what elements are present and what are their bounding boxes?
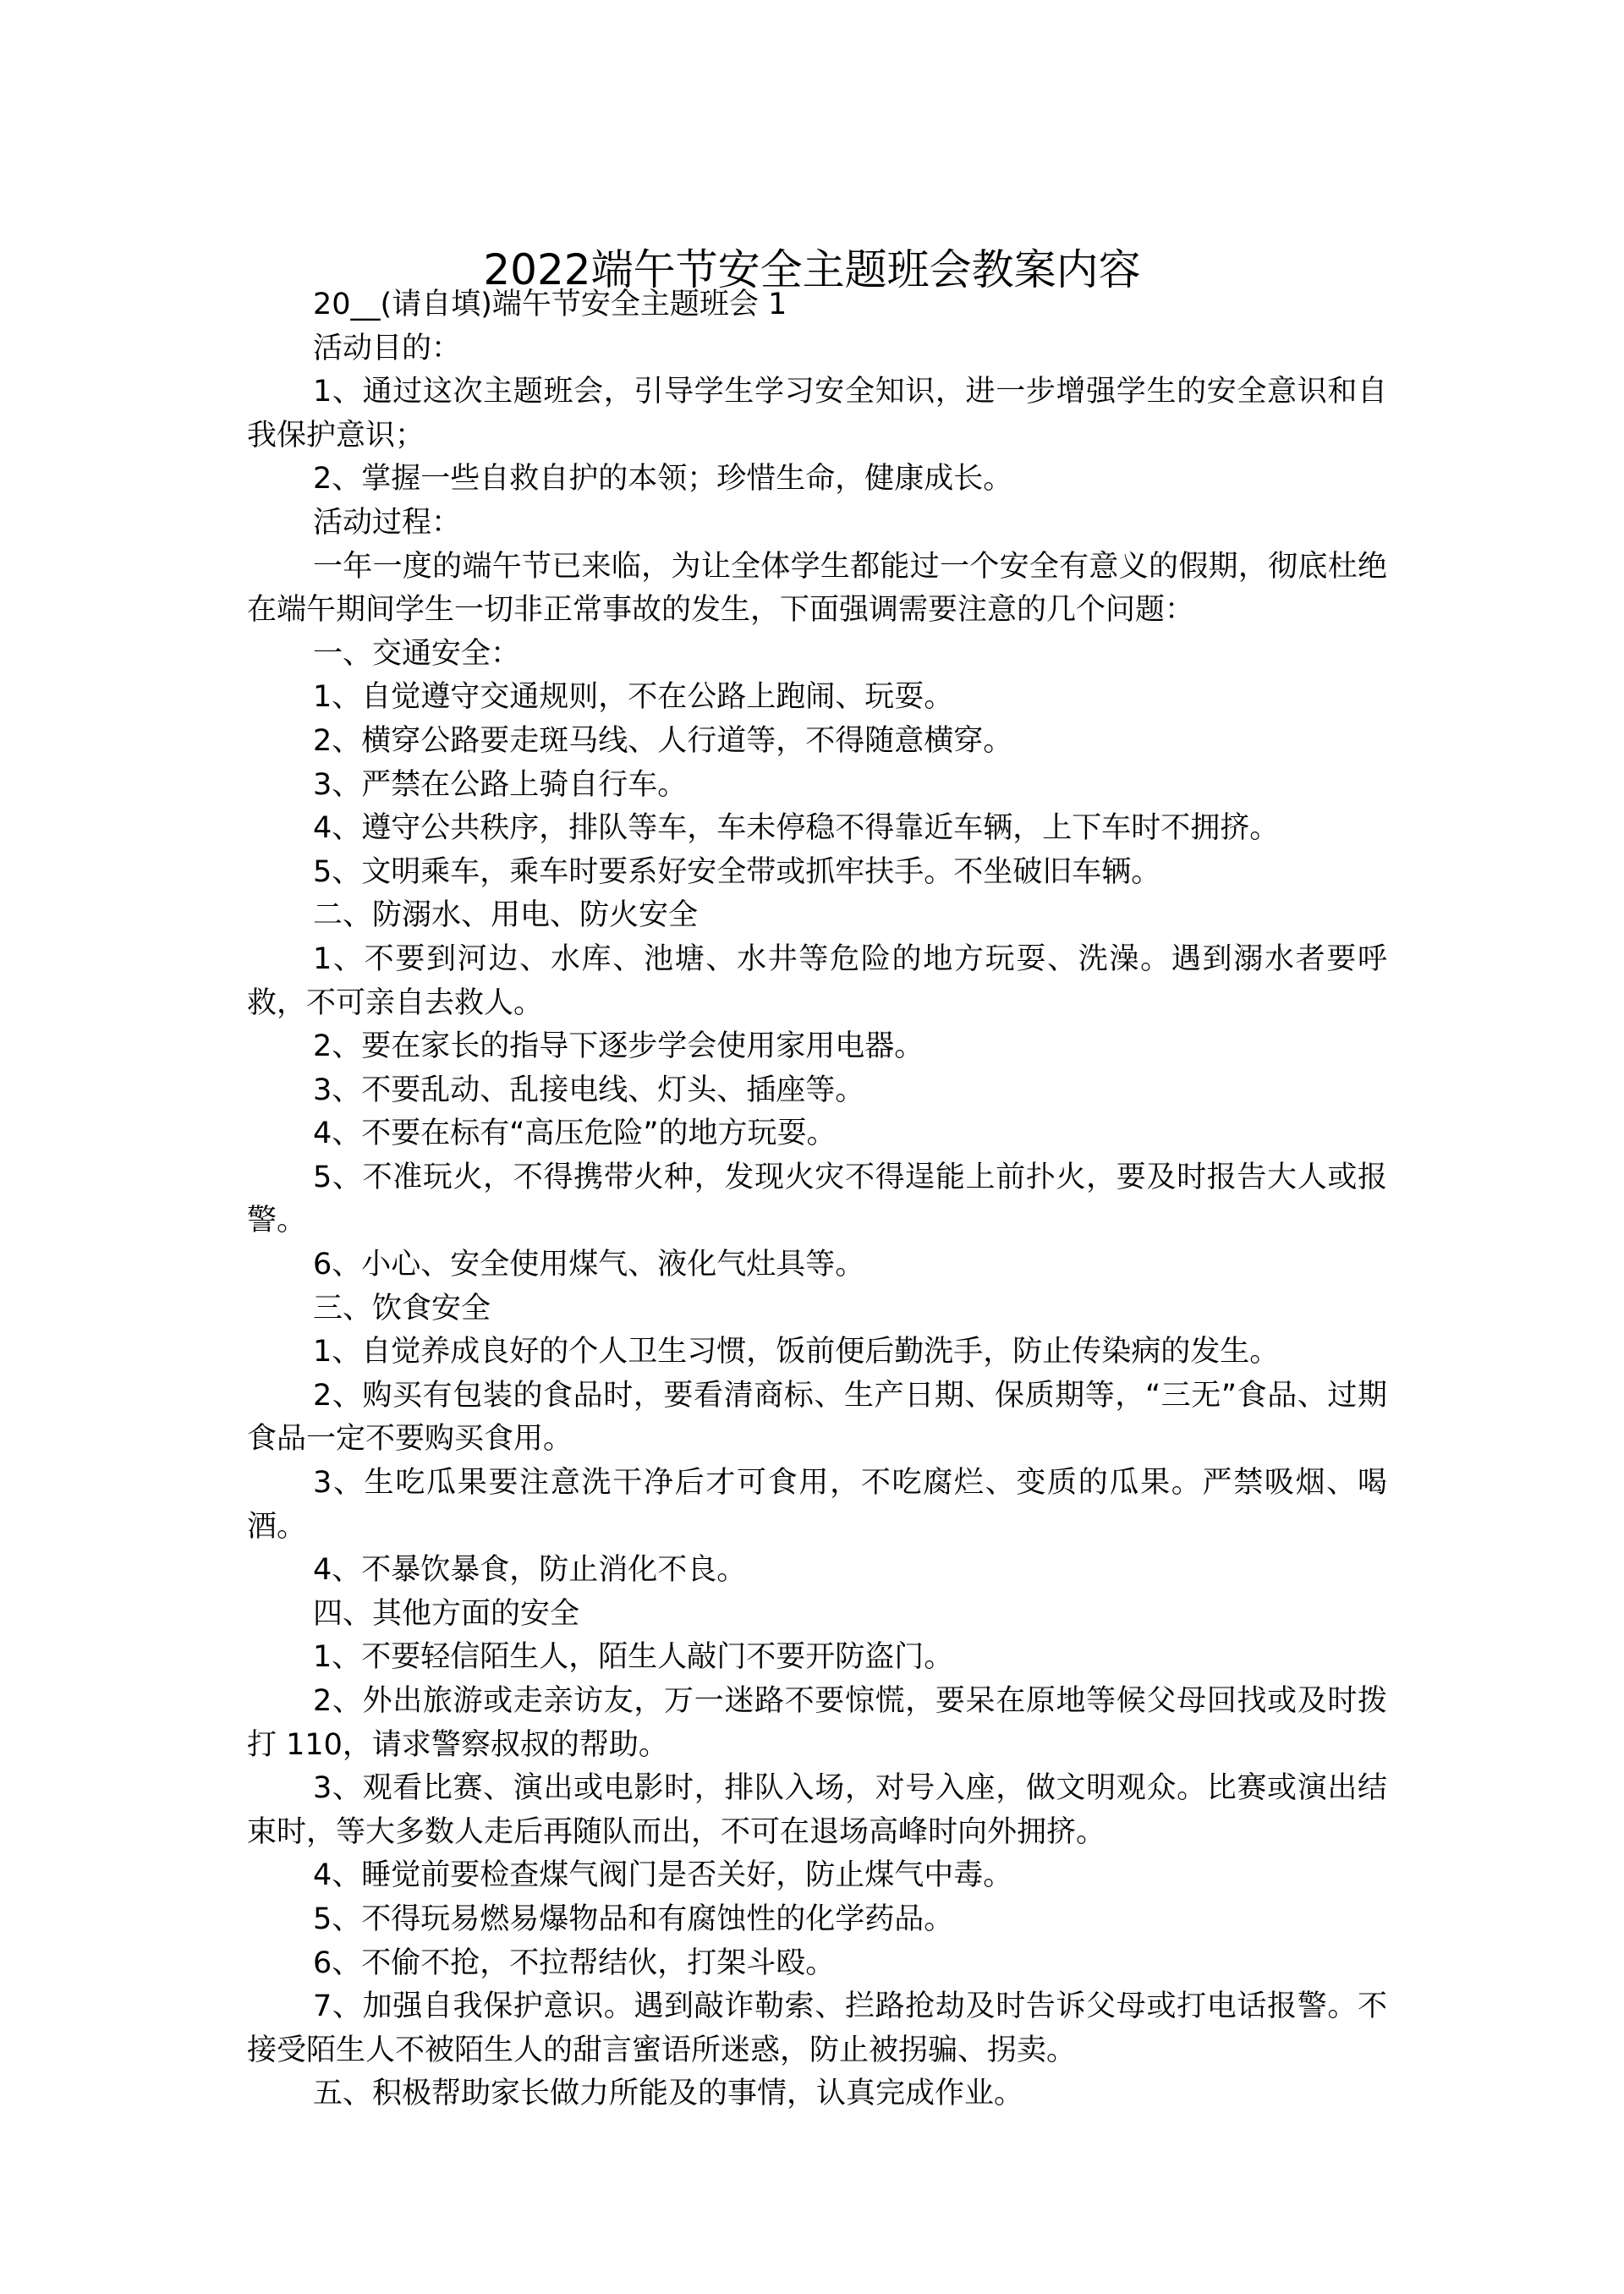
- paragraph: 5、不准玩火，不得携带火种，发现火灾不得逞能上前扑火，要及时报告大人或报警。: [247, 1160, 1387, 1238]
- paragraph: 7、加强自我保护意识。遇到敲诈勒索、拦路抢劫及时告诉父母或打电话报警。不接受陌生人不被陌生人的甜言蜜语所迷惑，防止被拐骗、拐卖。: [247, 1989, 1387, 2067]
- paragraph: 6、不偷不抢，不拉帮结伙，打架斗殴。: [313, 1946, 836, 1980]
- paragraph: 20__(请自填)端午节安全主题班会 1: [313, 288, 787, 321]
- paragraph: 2、掌握一些自救自护的本领；珍惜生命，健康成长。: [313, 462, 1013, 497]
- paragraph: 4、不要在标有“高压危险”的地方玩耍。: [313, 1117, 837, 1151]
- paragraph: 活动过程：: [313, 505, 462, 540]
- paragraph: 1、不要轻信陌生人，陌生人敲门不要开防盗门。: [313, 1640, 954, 1675]
- paragraph: 5、不得玩易燃易爆物品和有腐蚀性的化学药品。: [313, 1902, 954, 1936]
- paragraph: 3、生吃瓜果要注意洗干净后才可食用，不吃腐烂、变质的瓜果。严禁吸烟、喝酒。: [247, 1466, 1387, 1544]
- paragraph: 一年一度的端午节已来临，为让全体学生都能过一个安全有意义的假期，彻底杜绝在端午期间学生一切非正常事故的发生，下面强调需要注意的几个问题：: [247, 549, 1387, 628]
- paragraph: 3、观看比赛、演出或电影时，排队入场，对号入座，做文明观众。比赛或演出结束时，等大多数人走后再随队而出，不可在退场高峰时向外拥挤。: [247, 1771, 1387, 1849]
- paragraph: 三、饮食安全: [313, 1291, 491, 1325]
- paragraph: 3、严禁在公路上骑自行车。: [313, 767, 688, 802]
- paragraph: 4、不暴饮暴食，防止消化不良。: [313, 1553, 747, 1588]
- paragraph: 五、积极帮助家长做力所能及的事情，认真完成作业。: [313, 2077, 1024, 2111]
- paragraph: 6、小心、安全使用煤气、液化气灶具等。: [313, 1248, 865, 1282]
- document-title: 2022端午节安全主题班会教案内容: [483, 244, 1141, 294]
- paragraph: 1、自觉遵守交通规则，不在公路上跑闹、玩耍。: [313, 680, 954, 715]
- paragraph: 5、文明乘车，乘车时要系好安全带或抓牢扶手。不坐破旧车辆。: [313, 854, 1161, 889]
- paragraph: 4、遵守公共秩序，排队等车，车未停稳不得靠近车辆，上下车时不拥挤。: [313, 811, 1280, 846]
- paragraph: 活动目的：: [313, 331, 462, 365]
- paragraph: 四、其他方面的安全: [313, 1596, 580, 1631]
- paragraph: 1、自觉养成良好的个人卫生习惯，饭前便后勤洗手，防止传染病的发生。: [313, 1335, 1280, 1369]
- paragraph: 2、要在家长的指导下逐步学会使用家用电器。: [313, 1029, 924, 1064]
- paragraph: 1、通过这次主题班会，引导学生学习安全知识，进一步增强学生的安全意识和自我保护意识；: [247, 375, 1387, 453]
- paragraph: 1、不要到河边、水库、池塘、水井等危险的地方玩耍、洗澡。遇到溺水者要呼救，不可亲自去救人。: [247, 941, 1387, 1020]
- paragraph: 二、防溺水、用电、防火安全: [313, 898, 699, 933]
- paragraph: 2、购买有包装的食品时，要看清商标、生产日期、保质期等，“三无”食品、过期食品一定不要购买食用。: [247, 1378, 1387, 1457]
- paragraph: 一、交通安全：: [313, 636, 521, 671]
- document-body: [247, 283, 1387, 2116]
- paragraph: 4、睡觉前要检查煤气阀门是否关好，防止煤气中毒。: [313, 1858, 1013, 1893]
- paragraph: 2、横穿公路要走斑马线、人行道等，不得随意横穿。: [313, 723, 1013, 758]
- paragraph: 3、不要乱动、乱接电线、灯头、插座等。: [313, 1073, 865, 1107]
- paragraph: 2、外出旅游或走亲访友，万一迷路不要惊慌，要呆在原地等候父母回找或及时拨打 110，请求警察叔叔的帮助。: [247, 1684, 1387, 1762]
